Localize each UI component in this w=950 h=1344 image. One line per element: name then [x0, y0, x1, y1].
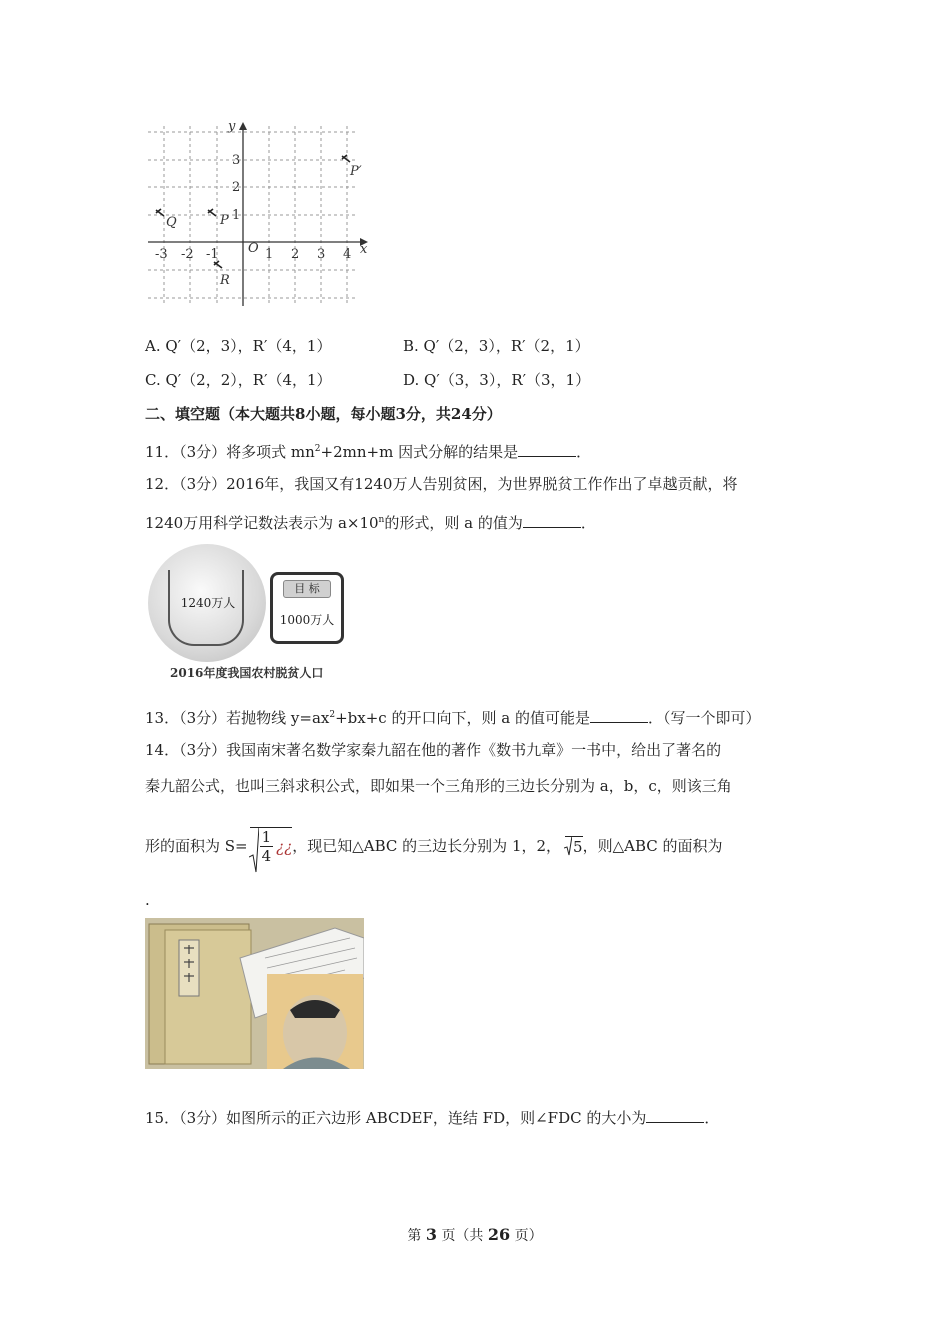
q14-mid: ，现已知△ABC 的三边长分别为 1，2， [292, 837, 562, 855]
y-axis-label: y [228, 120, 236, 134]
point-label: P [220, 213, 229, 228]
q11-end: ． [576, 443, 592, 461]
page-number: 3 [425, 1225, 437, 1244]
answer-blank [523, 513, 581, 528]
fraction [260, 828, 274, 865]
y-tick-label: 3 [232, 153, 241, 168]
section-title: 二、填空题（本大题共8小题，每小题3分，共24分） [145, 405, 502, 423]
footer-post: 页） [514, 1228, 543, 1244]
plane-icon [342, 155, 350, 162]
x-tick-label: 4 [343, 247, 352, 262]
point-label: P′ [350, 164, 362, 179]
q15-prefix: 15．（3分）如图所示的正六边形 ABCDEF，连结 FD，则∠FDC 的大小为 [145, 1109, 647, 1127]
q12-sup: n [378, 515, 385, 525]
garbled-text: ¿¿ [276, 837, 293, 856]
footer-pre: 第 [407, 1228, 422, 1244]
total-pages: 26 [487, 1225, 511, 1244]
coordinate-grid-svg [142, 120, 372, 310]
fraction-denominator: 4 [261, 847, 272, 865]
answer-blank [646, 1108, 704, 1123]
figure-caption: 2016年度我国农村脱贫人口 [170, 666, 324, 680]
q14-suffix: ，则△ABC 的面积为 [582, 837, 723, 855]
q12-end: ． [580, 514, 596, 532]
q13-suffix: +bx+c 的开口向下，则 a 的值可能是 [335, 709, 590, 727]
x-tick-label: 2 [291, 247, 300, 262]
q13-prefix: 13．（3分）若抛物线 y=ax [145, 709, 330, 727]
book-figure [145, 918, 364, 1069]
sqrt-five [565, 836, 583, 857]
radical-sign [249, 827, 259, 873]
question-14-line4: . [145, 891, 150, 909]
y-tick-label: 1 [232, 208, 241, 223]
y-tick-label: 2 [232, 180, 241, 195]
x-tick-label: -1 [206, 247, 219, 262]
question-14-line1: 14．（3分）我国南宋著名数学家秦九韶在他的著作《数书九章》一书中，给出了著名的 [145, 741, 722, 759]
option-b: B. Q′（2，3），R′（2，1） [403, 337, 590, 355]
answer-blank [590, 708, 648, 723]
q11-suffix: +2mn+m 因式分解的结果是 [320, 443, 519, 461]
q11-sup: 2 [314, 444, 321, 454]
circle-label: 1240万人 [180, 596, 236, 610]
book-illustration [145, 918, 364, 1069]
question-12-line2 [145, 510, 596, 533]
poverty-figure [146, 544, 342, 682]
plane-icon [214, 261, 222, 268]
option-a: A. Q′（2，3），R′（4，1） [145, 337, 332, 355]
x-tick-label: 3 [317, 247, 326, 262]
x-axis-label: x [360, 242, 368, 257]
page-footer [0, 1225, 950, 1245]
q12-prefix: 1240万用科学记数法表示为 a×10 [145, 514, 379, 532]
q14-prefix: 形的面积为 S= [145, 837, 248, 855]
answer-blank [518, 442, 576, 457]
target-box [270, 572, 344, 644]
origin-label: O [248, 241, 259, 256]
sqrt-expression [250, 827, 293, 865]
q11-prefix: 11．（3分）将多项式 mn [145, 443, 315, 461]
coordinate-grid-figure [142, 120, 372, 310]
sqrt-value: 5 [573, 837, 583, 856]
fraction-numerator: 1 [261, 828, 272, 846]
q12-suffix: 的形式，则 a 的值为 [384, 514, 523, 532]
option-c: C. Q′（2，2），R′（4，1） [145, 371, 332, 389]
q13-sup: 2 [329, 710, 336, 720]
question-13 [145, 705, 760, 728]
q15-end: ． [704, 1109, 720, 1127]
radical-sign [564, 836, 572, 856]
point-label: Q [166, 215, 177, 230]
point-label: R [220, 273, 230, 288]
x-tick-label: 1 [265, 247, 274, 262]
x-tick-label: -3 [155, 247, 168, 262]
target-tag: 目 标 [283, 580, 331, 598]
option-d: D. Q′（3，3），R′（3，1） [403, 371, 591, 389]
question-15 [145, 1108, 719, 1128]
q13-end: ．（写一个即可） [647, 709, 761, 727]
target-value: 1000万人 [279, 613, 335, 627]
footer-mid: 页（共 [441, 1228, 484, 1244]
question-11 [145, 439, 591, 462]
x-tick-label: -2 [181, 247, 194, 262]
question-14-line2: 秦九韶公式，也叫三斜求积公式，即如果一个三角形的三边长分别为 a，b，c，则该三角 [145, 777, 732, 795]
question-14-line3 [145, 822, 723, 870]
question-12-line1: 12．（3分）2016年，我国又有1240万人告别贫困，为世界脱贫工作作出了卓越贡献，将 [145, 475, 738, 493]
